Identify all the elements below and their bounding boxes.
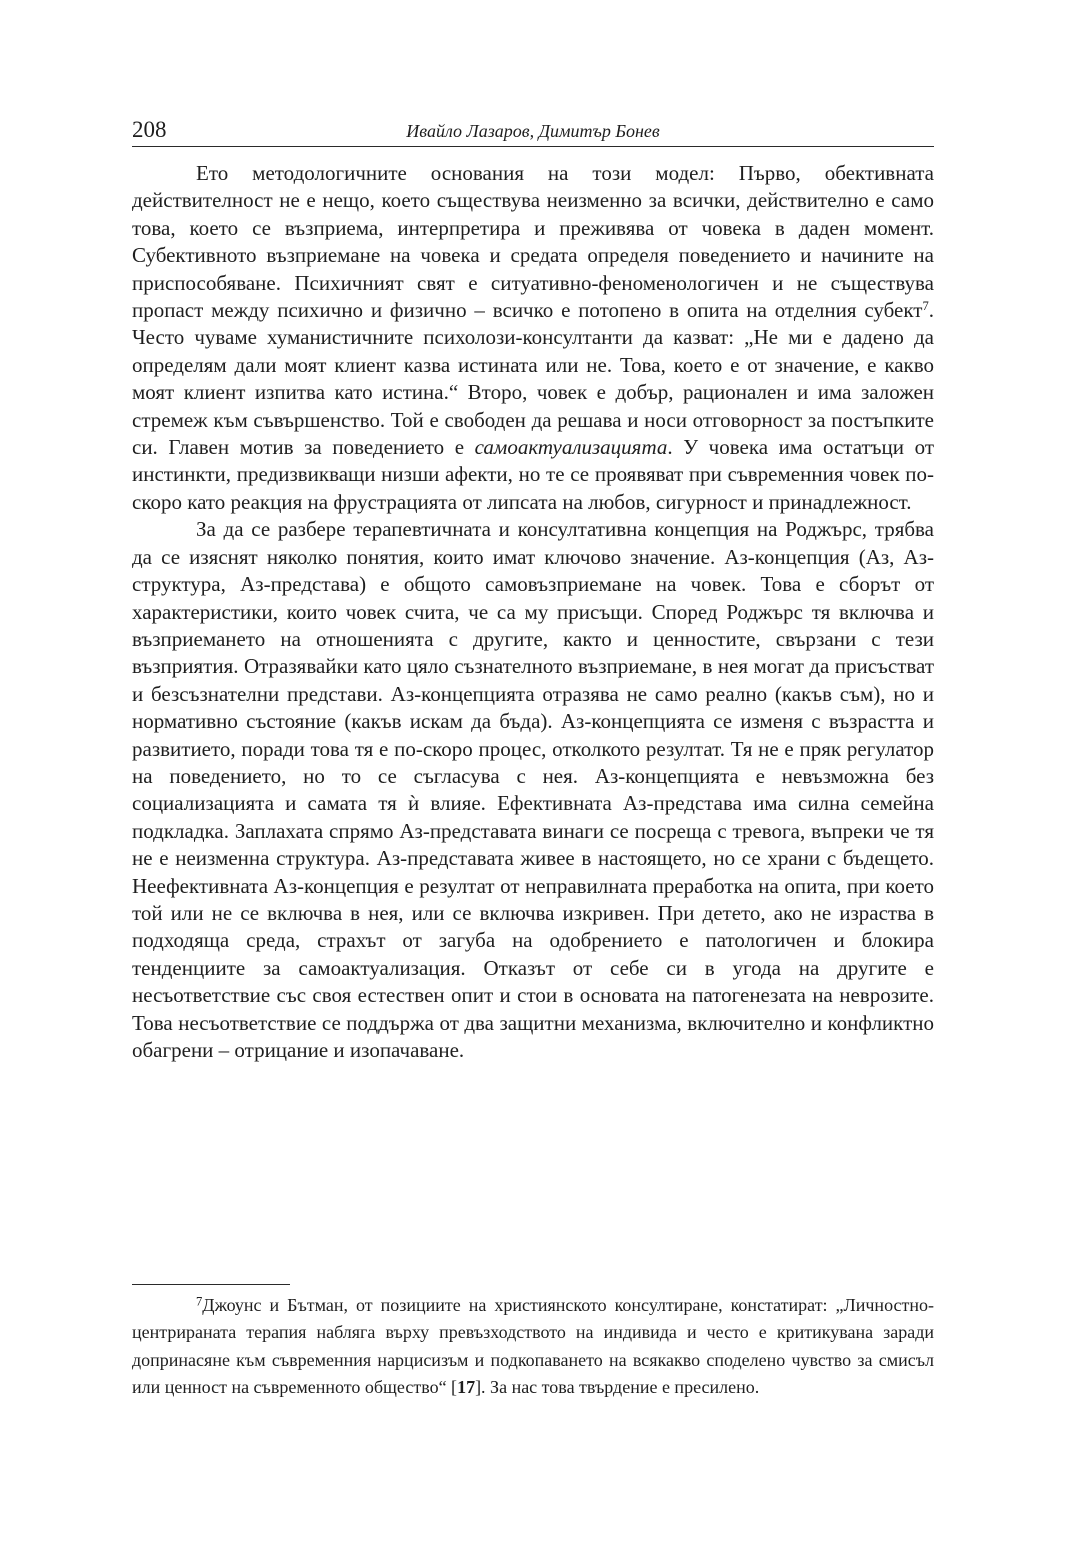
page-number: 208 bbox=[132, 117, 167, 142]
paragraph-1-part-a: Ето методологичните основания на този модел: Първо, обективната действителност не е нещо, което съществува неизменно за всички, действително е само това, което се възприема, интерпретира и преживява от човека в даден момент. Субективното възприемане на човека и средата определя поведението и начините на приспособяване. Психичният свят е ситуативно-феноменологичен и не съществува пропаст между психично и физично – всичко е потопено в опита на отделния субект bbox=[132, 161, 934, 323]
citation-reference: 17 bbox=[457, 1377, 476, 1398]
footnote-mark: 7 bbox=[196, 1294, 203, 1309]
footnote bbox=[132, 1292, 934, 1402]
body-text bbox=[132, 160, 934, 1064]
footnote-paragraph bbox=[132, 1292, 934, 1402]
running-head: Ивайло Лазаров, Димитър Бонев bbox=[406, 121, 660, 141]
paragraph-1 bbox=[132, 160, 934, 516]
paragraph-2: За да се разбере терапевтичната и консултативна концепция на Роджърс, трябва да се изяснят няколко понятия, които имат ключово значение. Аз-концепция (Аз, Аз-структура, Аз-представа) е общото самовъзприемане на човек. Това е сборът от характеристики, които човек счита, че са му присъщи. Според Роджърс тя включва и възприемането на отношенията с другите, както и ценностите, свързани с тези възприятия. Отразявайки като цяло съзнателното възприемане, в нея могат да присъстват и безсъзнателни представи. Аз-концепцията отразява не само реално (какъв съм), но и нормативно състояние (какъв искам да бъда). Аз-концепцията се изменя с възрастта и развитието, поради това тя е по-скоро процес, отколкото резултат. Тя не е пряк регулатор на поведението, но то се съгласува с нея. Аз-концепцията е невъзможна без социализацията и самата тя ѝ влияе. Ефективната Аз-представа има силна семейна подкладка. Заплахата спрямо Аз-представата винаги се посреща с тревога, въпреки че тя не е неизменна структура. Аз-представата живее в настоящето, но се храни с бъдещето. Неефективната Аз-концепция е резултат от неправилната преработка на опита, при което той или не се включва в нея, или се включва изкривен. При детето, ако не израства в подходяща среда, страхът от загуба на одобрението е патологичен и блокира тенденциите за самоактуализация. Отказът от себе си в угода на другите е несъответствие със своя естествен опит и стои в основата на патогенезата на неврозите. Това несъответствие се поддържа от два защитни механизма, включително и конфликтно обагрени – отрицание и изопачаване. bbox=[132, 517, 934, 1062]
footnote-text-b: ]. За нас това твърдение е пресилено. bbox=[475, 1377, 760, 1398]
emphasis-term: самоактуализацията bbox=[474, 435, 668, 460]
page-header bbox=[132, 116, 934, 147]
footnote-text-a: Джоунс и Бътман, от позициите на християнското консултиране, констатират: „Личностно-центрираната терапия набляга върху превъзходството на индивида и често е критикувана заради допринасяне към съвременния нарцисизъм и подкопаването на всякакво споделено чувство за смисъл или ценност на съвременното общество“ [ bbox=[132, 1295, 934, 1398]
footnote-divider bbox=[132, 1284, 290, 1285]
footnote-reference: 7 bbox=[922, 299, 929, 314]
paragraph-1-part-c: . У човека има остатъци от инстинкти, предизвикващи низши афекти, но те се проявяват при съвременния човек по-скоро като реакция на фрустрацията от липсата на любов, сигурност и принадлежност. bbox=[132, 435, 935, 514]
paragraph-1-part-b: . Често чуваме хуманистичните психолози-консултанти да казват: „Не ми е дадено да определям дали моят клиент казва истината или не. Това, което е от значение, е какво моят клиент изпитва като истина.“ Второ, човек е добър, рационален и има заложен стремеж към съвършенство. Той е свободен да решава и носи отговорност за постъпките си. Главен мотив за поведението е bbox=[132, 298, 934, 460]
